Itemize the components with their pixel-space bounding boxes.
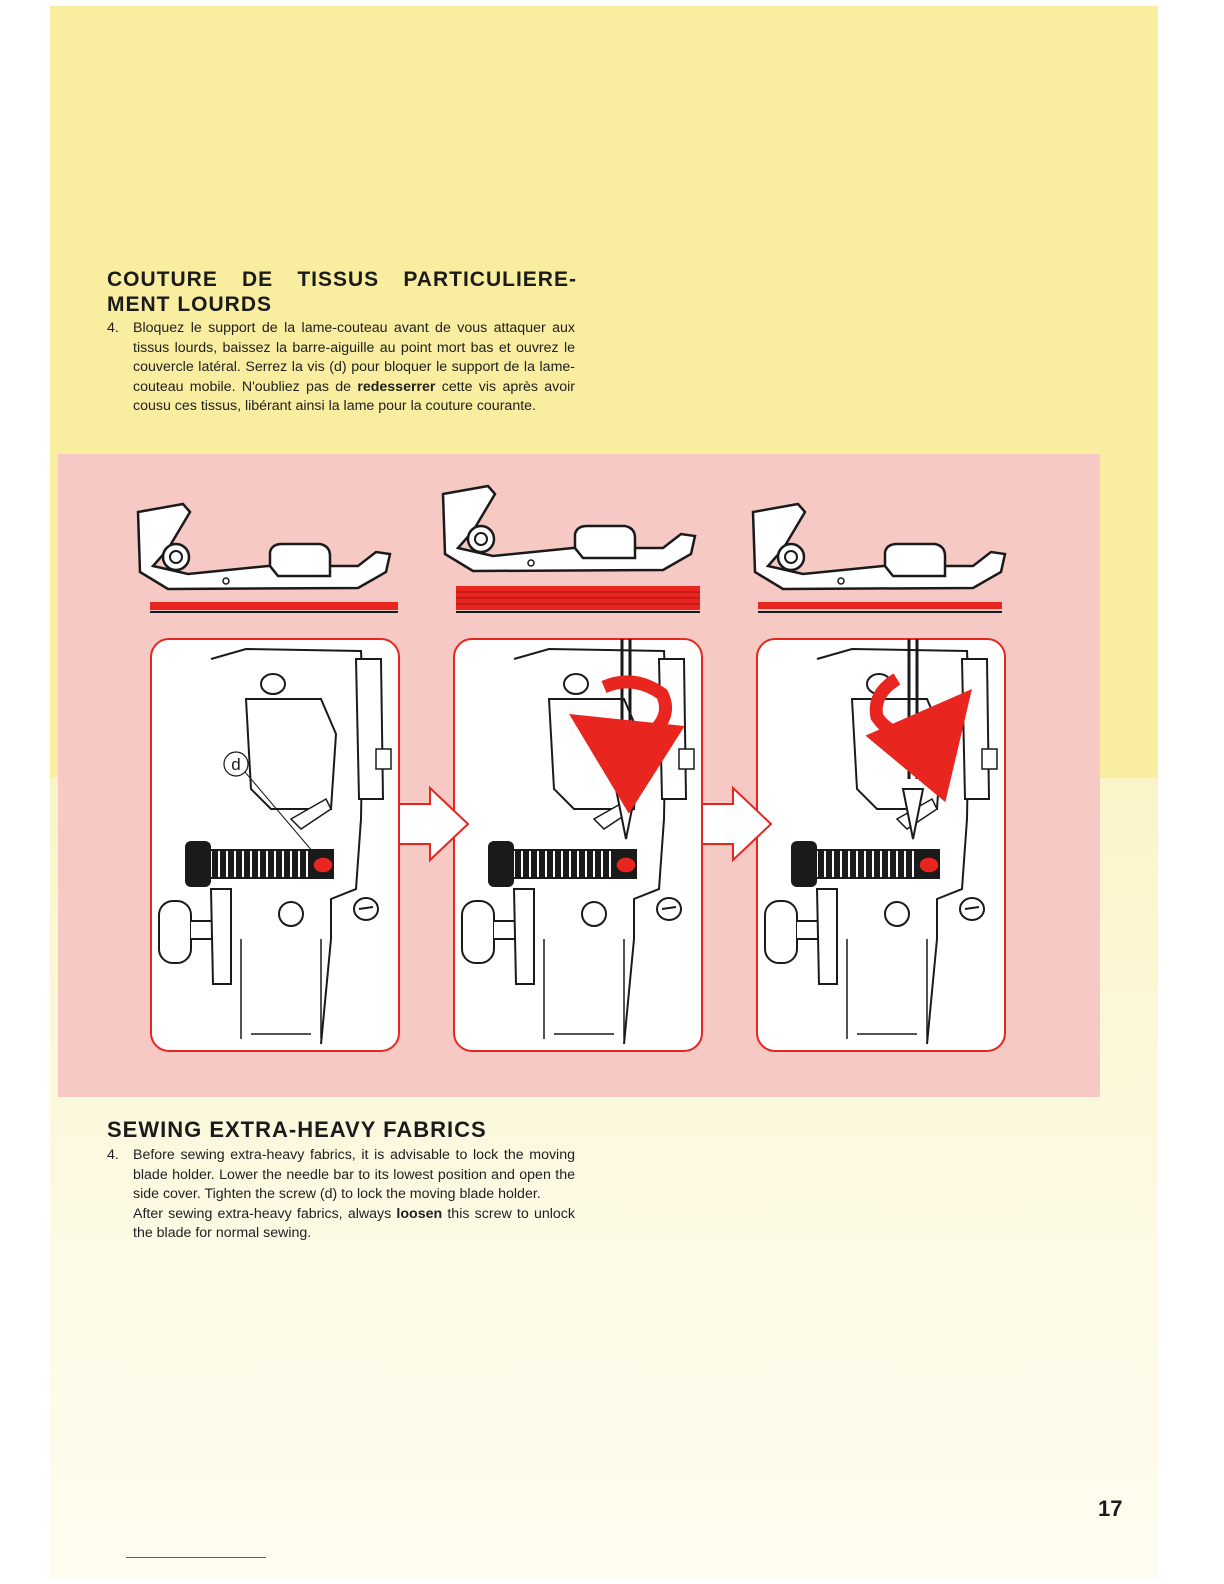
text-run: this screw to unlock the blade for normal sewing. — [133, 1205, 575, 1241]
presser-foot-light-fabric-2 — [753, 504, 1005, 612]
presser-foot-heavy-fabric — [443, 486, 700, 612]
machine-view-right — [757, 639, 1005, 1051]
text-run: After sewing extra-heavy fabrics, always — [133, 1205, 397, 1222]
heading-word: COUTURE — [107, 268, 218, 291]
step-number: 4. — [107, 320, 119, 336]
french-heading-line2: MENT LOURDS — [107, 293, 272, 316]
french-heading-line1 — [107, 267, 577, 292]
callout-d-label: d — [231, 755, 241, 774]
heading-word: TISSUS — [297, 268, 380, 291]
english-paragraph — [133, 1205, 575, 1244]
bold-word: redesserrer — [357, 378, 436, 395]
french-step-body — [133, 319, 575, 417]
bold-word: loosen — [396, 1205, 443, 1222]
step-number: 4. — [107, 1147, 119, 1163]
french-paragraph — [133, 319, 575, 417]
presser-foot-light-fabric — [138, 504, 398, 612]
french-step — [107, 319, 575, 417]
page-number: 17 — [1098, 1496, 1123, 1521]
english-step — [107, 1146, 575, 1244]
french-heading — [107, 267, 577, 317]
english-step-body — [133, 1146, 575, 1244]
text-run: cette vis après avoir cousu ces tissus, libérant ainsi la lame pour la couture courante. — [133, 378, 575, 414]
machine-view-left — [151, 639, 399, 1051]
heading-word: PARTICULIERE- — [403, 268, 577, 291]
footer-rule — [126, 1557, 266, 1558]
english-instructions — [107, 1146, 575, 1244]
french-instructions — [107, 319, 575, 417]
english-heading: SEWING EXTRA-HEAVY FABRICS — [107, 1117, 487, 1142]
english-paragraph: Before sewing extra-heavy fabrics, it is advisable to lock the moving blade holder. Lower the needle bar to its lowest position and open the side cover. Tighten the screw (d) to lock the moving blade holder. — [133, 1147, 575, 1202]
text-run: Bloquez le support de la lame-couteau avant de vous attaquer aux tissus lourds, baissez la barre-aiguille au point mort bas et ouvrez le couvercle latéral. Serrez la vis (d) pour bloquer le support de la lame-couteau mobile. N'oubliez pas de — [133, 320, 575, 395]
sewing-machine-illustration — [58, 454, 1100, 1097]
heading-word: DE — [242, 268, 274, 291]
machine-view-middle — [454, 639, 702, 1051]
